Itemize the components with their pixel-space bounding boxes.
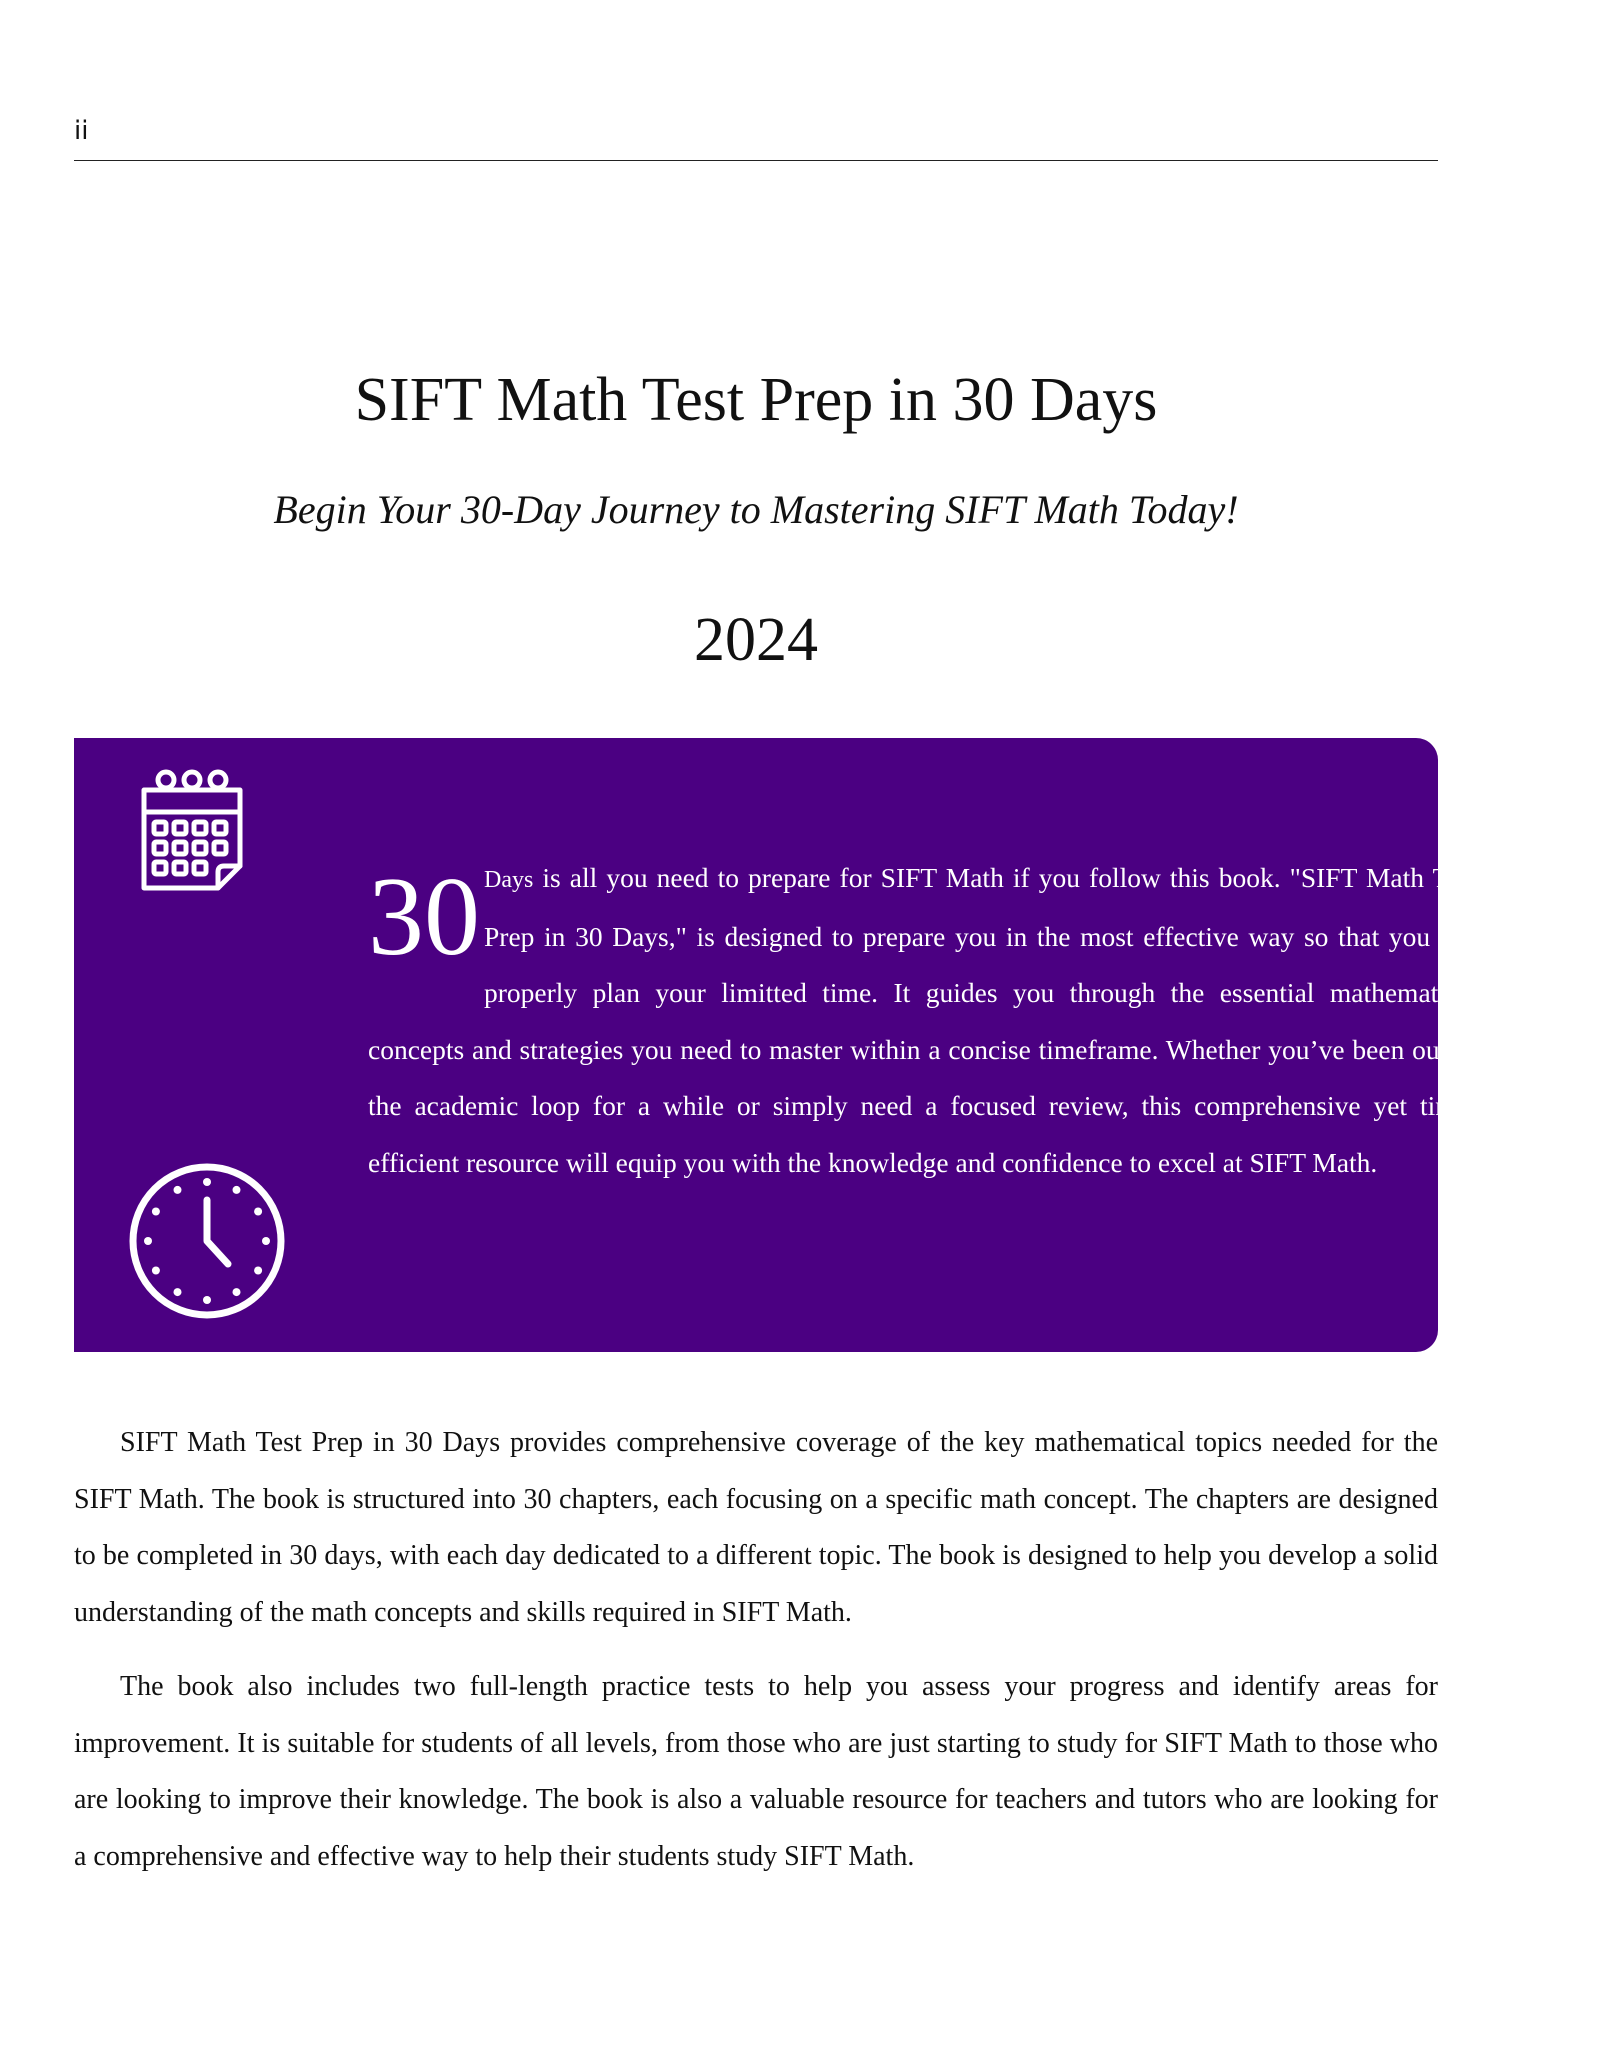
calendar-icon (134, 768, 250, 894)
callout-lead-word: Days (484, 867, 534, 893)
body-paragraph-1: SIFT Math Test Prep in 30 Days provides comprehensive coverage of the key mathematical topics needed for the SIFT Math. The book is structured into 30 chapters, each focusing on a specific math concept. The chapters are designed to be completed in 30 days, with each day dedicated to a different topic. The book is designed to help you develop a solid understanding of the math concepts and skills required in SIFT Math. (74, 1427, 1438, 1628)
publication-year: 2024 (694, 606, 818, 674)
callout-text: is all you need to prepare for SIFT Math if you follow this book. "SIFT Math Test Prep in 30 Days," is designed to prepare you in the most effective way so that you can properly plan your limitted time. It guides you through the essential mathematical concepts and strategies you need to master within a concise timeframe. Whether you’ve been out of the academic loop for a while or simply need a focused review, this comprehensive yet time-efficient resource will equip you with the knowledge and confidence to excel at SIFT Math. (368, 862, 1478, 1178)
callout-paragraph (368, 850, 1478, 1191)
dropcap-number: 30 (368, 855, 480, 979)
clock-icon (128, 1162, 286, 1320)
page-number: ii (74, 116, 89, 146)
book-subtitle: Begin Your 30-Day Journey to Mastering SIFT Math Today! (273, 487, 1239, 532)
intro-callout-box (74, 738, 1478, 1352)
header-rule (74, 160, 1438, 161)
book-title: SIFT Math Test Prep in 30 Days (354, 366, 1158, 434)
body-paragraph-2: The book also includes two full-length practice tests to help you assess your progress and identify areas for improvement. It is suitable for students of all levels, from those who are just starting to study for SIFT Math to those who are looking to improve their knowledge. The book is also a valuable resource for teachers and tutors who are looking for a comprehensive and effective way to help their students study SIFT Math. (74, 1671, 1438, 1872)
